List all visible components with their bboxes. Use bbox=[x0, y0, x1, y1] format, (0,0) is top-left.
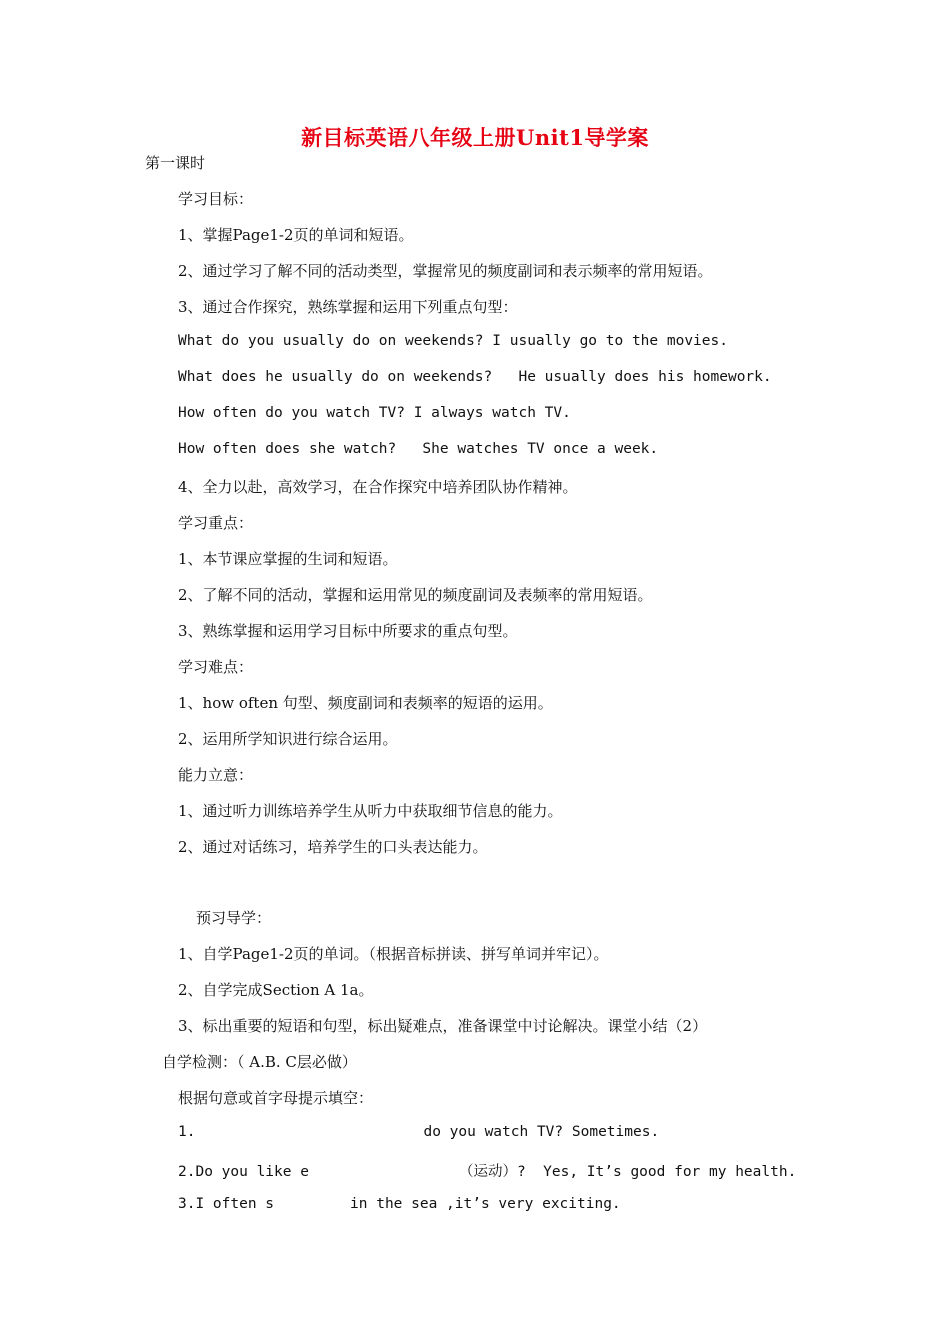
key-points-heading: 学习重点： bbox=[178, 514, 254, 532]
preview-item: 1、自学Page1-2页的单词。（根据音标拼读、拼写单词并牢记）。 bbox=[178, 945, 609, 963]
preview-item: 3、标出重要的短语和句型，标出疑难点，准备课堂中讨论解决。课堂小结（2） bbox=[178, 1017, 708, 1035]
question-number: 1. bbox=[178, 1124, 196, 1140]
question-2 bbox=[178, 1160, 796, 1181]
question-text: 3.I often s bbox=[178, 1196, 275, 1212]
difficulty-item: 1、how often 句型、频度副词和表频率的短语的运用。 bbox=[178, 694, 553, 712]
ability-item: 2、通过对话练习，培养学生的口头表达能力。 bbox=[178, 838, 488, 856]
question-text: do you watch TV? Sometimes. bbox=[423, 1124, 660, 1140]
key-sentence: What do you usually do on weekends? I usually go to the movies. bbox=[178, 333, 728, 349]
objective-item: 4、全力以赴，高效学习，在合作探究中培养团队协作精神。 bbox=[178, 478, 578, 496]
key-point-item: 2、了解不同的活动，掌握和运用常见的频度副词及表频率的常用短语。 bbox=[178, 586, 653, 604]
key-sentence: What does he usually do on weekends? He usually does his homework. bbox=[178, 369, 772, 385]
self-check-instruction: 根据句意或首字母提示填空： bbox=[178, 1089, 374, 1107]
difficulties-heading: 学习难点： bbox=[178, 658, 254, 676]
objectives-heading: 学习目标： bbox=[178, 190, 254, 208]
question-text: （运动）? Yes, It’s good for my health. bbox=[458, 1164, 797, 1180]
question-text: 2.Do you like e bbox=[178, 1164, 309, 1180]
objective-item: 1、掌握Page1-2页的单词和短语。 bbox=[178, 226, 414, 244]
document-title: 新目标英语八年级上册Unit1导学案 bbox=[301, 125, 649, 150]
question-3 bbox=[178, 1196, 621, 1212]
objective-item: 3、通过合作探究，熟练掌握和运用下列重点句型： bbox=[178, 298, 518, 316]
ability-heading: 能力立意： bbox=[178, 766, 254, 784]
key-point-item: 1、本节课应掌握的生词和短语。 bbox=[178, 550, 398, 568]
self-check-heading: 自学检测：（ A.B. C层必做） bbox=[162, 1053, 357, 1071]
question-1 bbox=[178, 1124, 659, 1140]
key-sentence: How often does she watch? She watches TV once a week. bbox=[178, 441, 659, 457]
question-text: in the sea ,it’s very exciting. bbox=[350, 1196, 621, 1212]
preview-heading: 预习导学： bbox=[196, 909, 272, 927]
preview-item: 2、自学完成Section A 1a。 bbox=[178, 981, 374, 999]
key-point-item: 3、熟练掌握和运用学习目标中所要求的重点句型。 bbox=[178, 622, 518, 640]
difficulty-item: 2、运用所学知识进行综合运用。 bbox=[178, 730, 398, 748]
key-sentence: How often do you watch TV? I always watch TV. bbox=[178, 405, 571, 421]
lesson-label: 第一课时 bbox=[145, 154, 206, 172]
ability-item: 1、通过听力训练培养学生从听力中获取细节信息的能力。 bbox=[178, 802, 563, 820]
objective-item: 2、通过学习了解不同的活动类型，掌握常见的频度副词和表示频率的常用短语。 bbox=[178, 262, 713, 280]
